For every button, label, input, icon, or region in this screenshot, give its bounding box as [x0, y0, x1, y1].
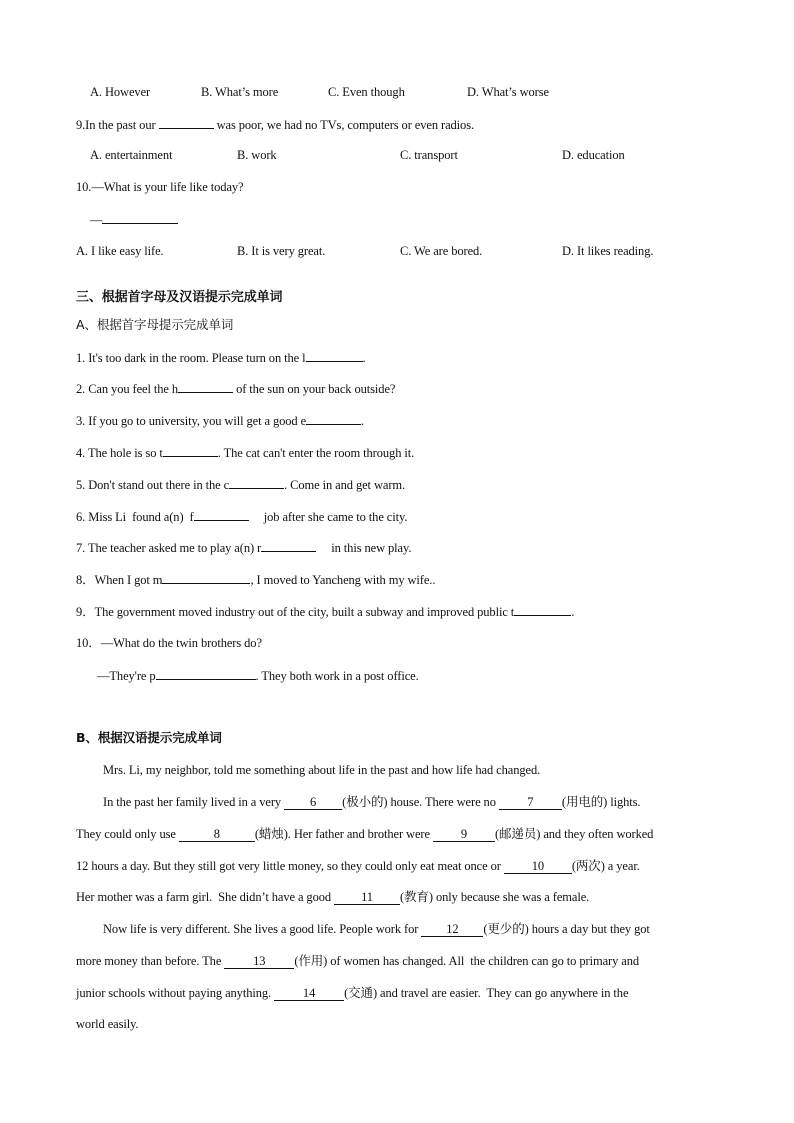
q10-option-c: C. We are bored. — [400, 244, 483, 258]
answer-blank-13[interactable]: 13 — [224, 954, 294, 969]
part-a-item-8 — [76, 571, 435, 588]
passage-text: 12 hours a day. But they still got very little money, so they could only eat meat once or — [76, 859, 504, 873]
passage-line — [76, 826, 653, 842]
passage-line: Mrs. Li, my neighbor, told me something about life in the past and how life had changed. — [103, 763, 541, 777]
passage-text: (蜡烛). Her father and brother were — [254, 827, 433, 841]
item-text: —They're p — [97, 669, 156, 683]
passage-text: Now life is very different. She lives a good life. People work for — [103, 922, 422, 936]
answer-blank[interactable] — [159, 116, 214, 129]
answer-blank-9[interactable]: 9 — [433, 827, 495, 842]
part-a-item-9 — [76, 603, 574, 620]
passage-text: (邮递员) and they often worked — [494, 827, 654, 841]
passage-text: (用电的) lights. — [561, 795, 641, 809]
answer-blank-8[interactable]: 8 — [179, 827, 255, 842]
item-text: of the sun on your back outside? — [233, 382, 396, 396]
q9-option-b: B. work — [237, 148, 277, 162]
passage-text: (两次) a year. — [571, 859, 640, 873]
answer-blank[interactable] — [102, 211, 178, 224]
passage-line: world easily. — [76, 1017, 139, 1031]
item-text: . They both work in a post office. — [255, 669, 419, 683]
part-a-item-1 — [76, 349, 366, 366]
answer-blank[interactable] — [194, 508, 249, 521]
answer-blank-7[interactable]: 7 — [499, 795, 562, 810]
part-a-item-3 — [76, 412, 364, 429]
item-text: , I moved to Yancheng with my wife.. — [250, 573, 436, 587]
q10-option-a: A. I like easy life. — [76, 244, 164, 258]
part-a-item-2 — [76, 380, 395, 397]
passage-line — [76, 985, 628, 1001]
q8-option-c: C. Even though — [328, 85, 405, 99]
item-text: . — [362, 351, 366, 365]
answer-blank-6[interactable]: 6 — [284, 795, 342, 810]
item-text: 9．The government moved industry out of the city, built a subway and improved public t — [76, 605, 515, 619]
answer-blank[interactable] — [306, 349, 363, 362]
answer-blank[interactable] — [156, 667, 256, 680]
part-a-item-5 — [76, 476, 405, 493]
q10-option-d: D. It likes reading. — [562, 244, 654, 258]
answer-blank[interactable] — [163, 444, 218, 457]
item-text: . Come in and get warm. — [284, 478, 406, 492]
item-text: 7. The teacher asked me to play a(n) r — [76, 541, 262, 555]
part-a-item-10-answer — [97, 667, 419, 684]
passage-text: junior schools without paying anything. — [76, 986, 275, 1000]
part-a-item-7 — [76, 539, 411, 556]
answer-blank-12[interactable]: 12 — [421, 922, 483, 937]
item-text: 1. It's too dark in the room. Please turn on the l — [76, 351, 306, 365]
answer-blank[interactable] — [229, 476, 284, 489]
passage-line — [76, 953, 639, 969]
item-text: job after she came to the city. — [248, 510, 408, 524]
question-9-text-before: 9.In the past our — [76, 118, 159, 132]
q8-option-d: D. What’s worse — [467, 85, 549, 99]
question-10-answer-line — [90, 211, 178, 228]
item-text: 3. If you go to university, you will get a good e — [76, 414, 307, 428]
question-10: 10.—What is your life like today? — [76, 180, 244, 194]
item-text: in this new play. — [316, 541, 412, 555]
item-text: 8．When I got m — [76, 573, 163, 587]
passage-line — [103, 794, 640, 810]
passage-line — [76, 889, 589, 905]
item-text: 6. Miss Li found a(n) f — [76, 510, 194, 524]
passage-text: (交通) and travel are easier. They can go anywhere in the — [344, 986, 629, 1000]
answer-blank-11[interactable]: 11 — [334, 890, 400, 905]
dash: — — [90, 213, 103, 227]
section-3-title: 三、根据首字母及汉语提示完成单词 — [76, 290, 283, 305]
item-text: 10．—What do the twin brothers do? — [76, 636, 262, 650]
q8-option-a: A. However — [90, 85, 151, 99]
passage-text: (教育) only because she was a female. — [400, 890, 590, 904]
part-a-title: A、根据首字母提示完成单词 — [76, 317, 234, 332]
part-a-item-6 — [76, 508, 407, 525]
answer-blank[interactable] — [162, 571, 250, 584]
item-text: . — [571, 605, 575, 619]
question-9 — [76, 116, 474, 133]
item-text: 2. Can you feel the h — [76, 382, 179, 396]
passage-text: They could only use — [76, 827, 179, 841]
passage-text: In the past her family lived in a very — [103, 795, 285, 809]
passage-text: (更少的) hours a day but they got — [483, 922, 650, 936]
item-text: 4. The hole is so t — [76, 446, 163, 460]
q8-option-b: B. What’s more — [201, 85, 279, 99]
part-b-title: B、根据汉语提示完成单词 — [76, 730, 222, 745]
question-9-text-after: was poor, we had no TVs, computers or even radios. — [213, 118, 474, 132]
part-a-item-4 — [76, 444, 414, 461]
q9-option-d: D. education — [562, 148, 625, 162]
passage-text: Her mother was a farm girl. She didn’t have a good — [76, 890, 335, 904]
item-text: 5. Don't stand out there in the c — [76, 478, 230, 492]
q9-option-a: A. entertainment — [90, 148, 173, 162]
passage-line — [103, 921, 650, 937]
q9-option-c: C. transport — [400, 148, 458, 162]
answer-blank[interactable] — [178, 380, 233, 393]
answer-blank[interactable] — [514, 603, 571, 616]
answer-blank-10[interactable]: 10 — [504, 859, 572, 874]
answer-blank[interactable] — [261, 539, 316, 552]
passage-text: (极小的) house. There were no — [342, 795, 499, 809]
passage-text: (作用) of women has changed. All the children can go to primary and — [294, 954, 640, 968]
passage-text: more money than before. The — [76, 954, 225, 968]
q10-option-b: B. It is very great. — [237, 244, 326, 258]
passage-line — [76, 858, 640, 874]
part-a-item-10 — [76, 635, 262, 651]
item-text: . — [361, 414, 365, 428]
answer-blank[interactable] — [306, 412, 361, 425]
item-text: . The cat can't enter the room through it. — [217, 446, 415, 460]
answer-blank-14[interactable]: 14 — [274, 986, 344, 1001]
